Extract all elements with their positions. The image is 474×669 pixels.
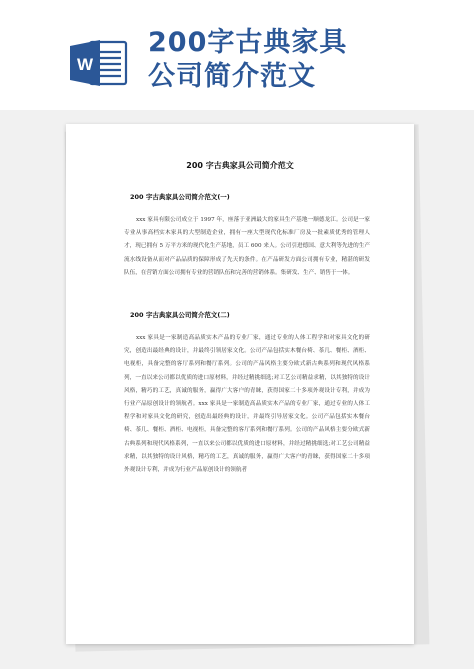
- section-heading-2: 200 字古典家具公司简介范文(二): [130, 311, 230, 319]
- document-title: 200 字古典家具公司简介范文: [186, 161, 294, 170]
- section-body-2: xxx 家具是一家制造高品质实木产品的专业厂家，通过专业的人体工程学和对家具文化的研究，创造出最经典的设计，并最终引领居家文化。公司产品包括实木餐台椅、茶几、餐柜、酒柜、电视柜，具备完整的客厅系列和餐厅系列。公司的产品风格主要分欧式新古典系列和现代风格系列，一直以来公司都以优质的进口原材料，并经过精挑细选;对工艺公司精益求精，以其独特的设计风格，精巧的工艺，真诚的服务，赢得广大客户的青睐，获得国家二十多项外观设计专利，并成为行业产品原创设计的领航者。xxx 家具是一家制造高品质实木产品的专业厂家，通过专业的人体工程学和对家具文化的研究，创造出最经典的设计，并最终引导居家文化。公司产品包括实木餐台椅、茶几、餐柜、酒柜、电视柜，具备完整的客厅系列和餐厅系列。公司的产品风格主要分欧式新古典系列和现代风格系列，一直以来公司都以优质的进口原材料，并经过精挑细选;对工艺公司精益求精，以其独特的设计风格，精巧的工艺，真诚的服务，赢得广大客户的青睐，获得国家二十多项外观设计专利，并成为行业产品原创设计的领航者: [124, 335, 370, 474]
- page-header: [0, 0, 474, 110]
- page-title-line2: 公司简介范文: [148, 61, 316, 92]
- section-heading-1: 200 字古典家具公司简介范文(一): [130, 193, 230, 201]
- svg-text:W: W: [76, 55, 94, 74]
- page-title: [148, 26, 408, 94]
- document-page: [66, 124, 414, 644]
- section-body-1: xxx 家具有限公司成立于 1997 年，座落于亚洲最大的家具生产基地一顺德龙江。公司是一家专业从事高档实木家具的大型制造企业，拥有一座大型现代化标准厂房及一批素质优秀的管理人才，现已拥有 5 万平方米的现代化生产基地，员工 600 来人。公司引进德国、意大利等先进的生产流水线设备从而对产品品质的保障形成了先天的条件。在产品研发方面公司拥有专业，精湛的研发队伍，在营销方面公司拥有专业的营销队伍和完善的营销体系。集研发、生产、销售于一体。: [124, 217, 370, 276]
- page-title-line1: 200字古典家具: [148, 27, 348, 58]
- word-document-icon: [70, 38, 128, 88]
